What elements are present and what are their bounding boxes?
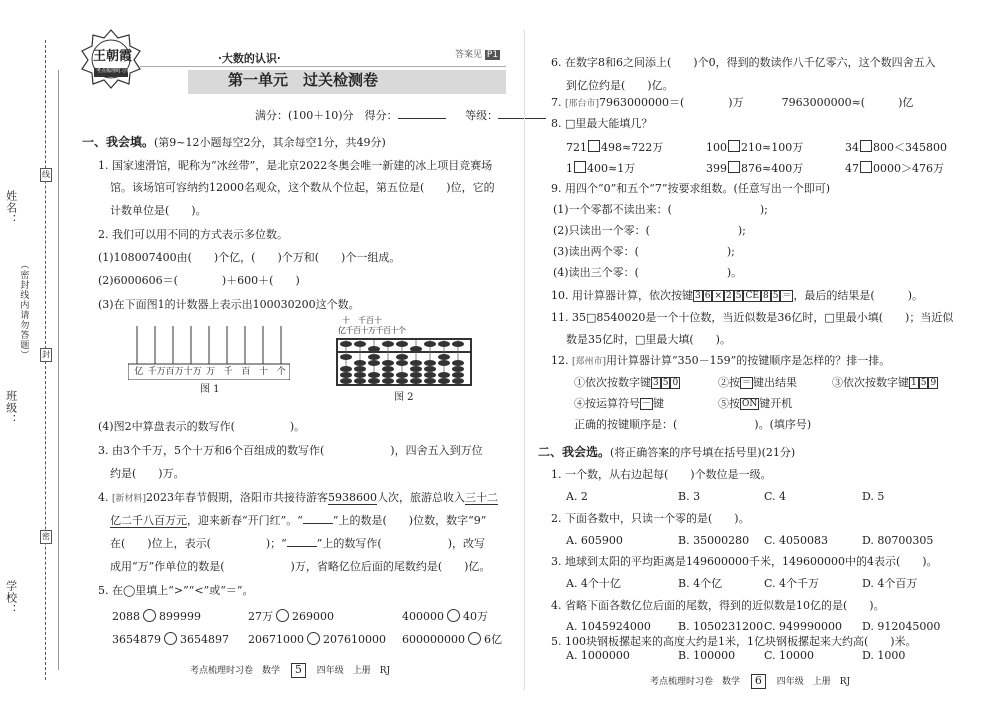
mc-question: 3. 地球到太阳的平均距离是149600000千米，149600000中的4表示( )。 [551, 555, 938, 568]
mc-question: 2. 下面各数中，只读一个零的是( )。 [551, 512, 750, 525]
question-9-3: (3)读出两个零：( ); [553, 245, 735, 258]
class-label: 班级： [4, 390, 18, 426]
figure-1-counter [128, 318, 290, 398]
compare-circle[interactable] [276, 609, 289, 622]
counter-label: 十 [259, 367, 269, 377]
section-1-heading: 一、我会填。(第9~12小题每空2分，其余每空1分，共49分) [82, 135, 386, 149]
mc-option: B. 4个亿 [678, 577, 723, 590]
question-4-line4: 成用“万”作单位的数是( )万，省略亿位后面的尾数约是( )亿。 [110, 560, 491, 573]
question-1-line2: 馆。该场馆可容纳约12000名观众，这个数从个位起，第五位是( )位，它的 [110, 181, 495, 194]
question-2-1: (1)108007400由( )个亿，( )个万和( )个一组成。 [98, 251, 401, 264]
question-2: 2. 我们可以用不同的方式表示多位数。 [98, 228, 288, 241]
name-label: 姓名： [4, 190, 18, 226]
counter-label: 百 [241, 367, 251, 377]
question-5: 5. 在◯里填上“>”“<”或“＝”。 [98, 584, 254, 597]
counter-labels [130, 367, 290, 377]
answer-box[interactable] [588, 140, 600, 152]
compare-item: 2088 899999 [112, 610, 201, 623]
page-title: 第一单元 过关检测卷 [228, 71, 379, 89]
fill-box-item: 47 0000＞476万 [845, 162, 944, 175]
question-10: 10. 用计算器计算，依次按键 3 6 × 2 5 CE 8 5 ＝ ，最后的结果是( )。 [551, 289, 924, 302]
question-4: 4. [新材料]2023年春节假期，洛阳市共接待游客5938600人次，旅游总收入三十二 [98, 491, 499, 504]
compare-item: 20671000 207610000 [248, 633, 386, 646]
fill-box-item: 100 210≈100万 [706, 141, 804, 154]
question-2-2: (2)6000606＝( )＋600＋( ) [98, 274, 300, 287]
calc-key: 2 [726, 291, 732, 301]
cut-mark: 封 [40, 348, 52, 362]
mc-option: D. 4个百万 [862, 577, 918, 590]
compare-circle[interactable] [164, 632, 177, 645]
counter-label: 个 [276, 367, 286, 377]
fill-box-item: 399 876≈400万 [706, 162, 804, 175]
counter-label: 十万 [183, 367, 202, 377]
mc-option: A. 1045924000 [566, 620, 651, 633]
calc-key: ＝ [782, 291, 792, 301]
compare-item: 400000 40万 [402, 610, 488, 623]
page-number: 6 [751, 674, 766, 689]
mc-question: 5. 100块钢板摞起来的高度大约是1米，1亿块钢板摞起来大约高( )米。 [551, 635, 917, 648]
mc-question: 1. 一个数，从右边起每( )个数位是一级。 [551, 468, 772, 481]
question-9-2: (2)只读出一个零：( ); [553, 224, 746, 237]
counter-label: 百万 [165, 367, 184, 377]
question-7: 7. [邢台市]7963000000＝( )万 7963000000≈( )亿 [551, 96, 914, 109]
compare-circle[interactable] [447, 609, 460, 622]
step-option-5: ⑤按 ON 键开机 [718, 397, 793, 410]
unit-tag: ·大数的认识· [218, 52, 281, 65]
answer-box[interactable] [728, 161, 740, 173]
sealing-notice: （密封线内请勿答题） [18, 260, 29, 360]
mc-question: 4. 省略下面各数亿位后面的尾数，得到的近似数是10亿的是( )。 [551, 599, 885, 612]
step-option-1: ①依次按数字键 3 5 0 [574, 376, 679, 389]
brand-logo [80, 28, 142, 90]
counter-label: 千万 [147, 367, 166, 377]
question-8: 8. □里最大能填几？ [551, 117, 653, 130]
logo-text: 王朝霞 [93, 49, 133, 64]
margin-divider [58, 70, 59, 670]
compare-circle[interactable] [468, 632, 481, 645]
page-gutter [524, 30, 525, 690]
mc-option: C. 4 [764, 490, 787, 503]
mc-option: C. 10000 [764, 649, 815, 662]
step-option-2: ②按 ＝ 键出结果 [718, 376, 798, 389]
mc-option: D. 1000 [862, 649, 906, 662]
question-12-order: 正确的按键顺序是：( )。(填序号) [574, 418, 812, 431]
compare-item: 600000000 6亿 [402, 633, 502, 646]
mc-option: D. 5 [862, 490, 885, 503]
compare-item: 27万 269000 [248, 610, 334, 623]
question-1: 1. 国家速滑馆，昵称为“冰丝带”，是北京2022冬奥会唯一新建的冰上项目竞赛场 [98, 159, 493, 172]
mc-option: B. 100000 [678, 649, 736, 662]
counter-label: 万 [206, 367, 216, 377]
figure-2-caption: 图 2 [394, 392, 414, 403]
logo-subtext: 考点梳理时习卷 [96, 68, 132, 74]
step-option-4: ④按运算符号 － 键 [574, 397, 665, 410]
question-3: 3. 由3个千万，5个十万和6个百组成的数写作( )，四舍五入到万位 [98, 444, 483, 457]
counter-label: 亿 [134, 367, 144, 377]
school-label: 学校： [4, 580, 18, 616]
compare-circle[interactable] [307, 632, 320, 645]
figure-1-caption: 图 1 [200, 384, 220, 395]
question-3-line2: 约是( )万。 [110, 467, 185, 480]
cut-mark: 线 [40, 168, 52, 182]
counter-label: 千 [223, 367, 233, 377]
answer-box[interactable] [860, 161, 872, 173]
mc-option: A. 4个十亿 [566, 577, 621, 590]
question-9-1: (1)一个零都不读出来：( ); [553, 203, 768, 216]
abacus-place-labels: 亿千百十万千百十个 [338, 326, 406, 335]
calc-key: 6 [704, 291, 711, 301]
mc-option: A. 2 [566, 490, 588, 503]
mc-option: B. 35000280 [678, 534, 750, 547]
mc-option: C. 4个千万 [764, 577, 820, 590]
answer-box[interactable] [860, 140, 872, 152]
figure-2-abacus [336, 316, 472, 403]
question-6: 6. 在数字8和6之间添上( )个0，得到的数读作八千亿零六，这个数四舍五入 [551, 56, 936, 69]
section-2-heading: 二、我会选。(将正确答案的序号填在括号里)(21分) [538, 445, 796, 459]
mc-option: C. 949990000 [764, 620, 843, 633]
fill-box-item: 34 800＜345800 [845, 141, 947, 154]
question-2-4: (4)图2中算盘表示的数写作( )。 [98, 420, 306, 433]
mc-option: C. 4050083 [764, 534, 829, 547]
calc-key: 5 [735, 291, 742, 301]
footer-right: 考点梳理时习卷 数学 6 四年级 上册 RJ [650, 674, 851, 687]
step-option-3: ③依次按数字键 1 5 9 [832, 376, 937, 389]
fill-box-item: 721 498≈722万 [566, 141, 664, 154]
mc-option: A. 605900 [566, 534, 623, 547]
footer-left: 考点梳理时习卷 数学 5 四年级 上册 RJ [190, 663, 391, 676]
question-9-4: (4)读出三个零：( )。 [553, 266, 743, 279]
mc-option: B. 1050231200 [678, 620, 764, 633]
calc-key: 5 [772, 291, 779, 301]
question-12: 12. [郑州市]用计算器计算“350－159”的按键顺序是怎样的？排一排。 [551, 354, 891, 367]
question-11-line2: 数是35亿时，□里最大填( )。 [566, 333, 731, 346]
calc-key: 8 [762, 291, 769, 301]
cut-mark: 密 [40, 530, 52, 544]
header-rule [140, 66, 506, 67]
mc-option: A. 1000000 [566, 649, 630, 662]
calc-key: × [714, 291, 723, 301]
page-number: 5 [291, 663, 306, 678]
calc-key: CE [745, 291, 759, 301]
question-2-3: (3)在下面图1的计数器上表示出100030200这个数。 [98, 298, 360, 311]
question-9: 9. 用四个“0”和五个“7”按要求组数。(任意写出一个即可) [551, 182, 831, 195]
binding-margin [0, 0, 70, 708]
score-line: 满分：(100＋10)分 得分： 等级： [255, 110, 546, 123]
mc-option: D. 80700305 [862, 534, 934, 547]
question-1-line3: 计数单位是( )。 [110, 204, 207, 217]
question-11: 11. 35□8540020是一个十位数，当近似数是36亿时，□里最小填( )；当近似 [551, 311, 954, 324]
calc-key: 3 [695, 291, 701, 301]
answer-box[interactable] [728, 140, 740, 152]
compare-item: 3654879 3654897 [112, 633, 229, 646]
abacus-top-labels: 十 千百十 [342, 316, 382, 325]
question-4-line2: 亿二千八百万元，迎来新春“开门红”。“ ”上的数是( )位数，数字“9” [110, 514, 487, 527]
answer-box[interactable] [574, 161, 586, 173]
question-4-line3: 在( )位上，表示( )；“ ”上的数写作( )，改写 [110, 537, 486, 550]
mc-option: D. 912045000 [862, 620, 941, 633]
fill-box-item: 1 400≈1万 [566, 162, 636, 175]
question-6-line2: 到亿位约是( )亿。 [566, 79, 674, 92]
mc-option: B. 3 [678, 490, 701, 503]
answer-reference: 答案见 P1 [455, 50, 499, 60]
compare-circle[interactable] [143, 609, 156, 622]
